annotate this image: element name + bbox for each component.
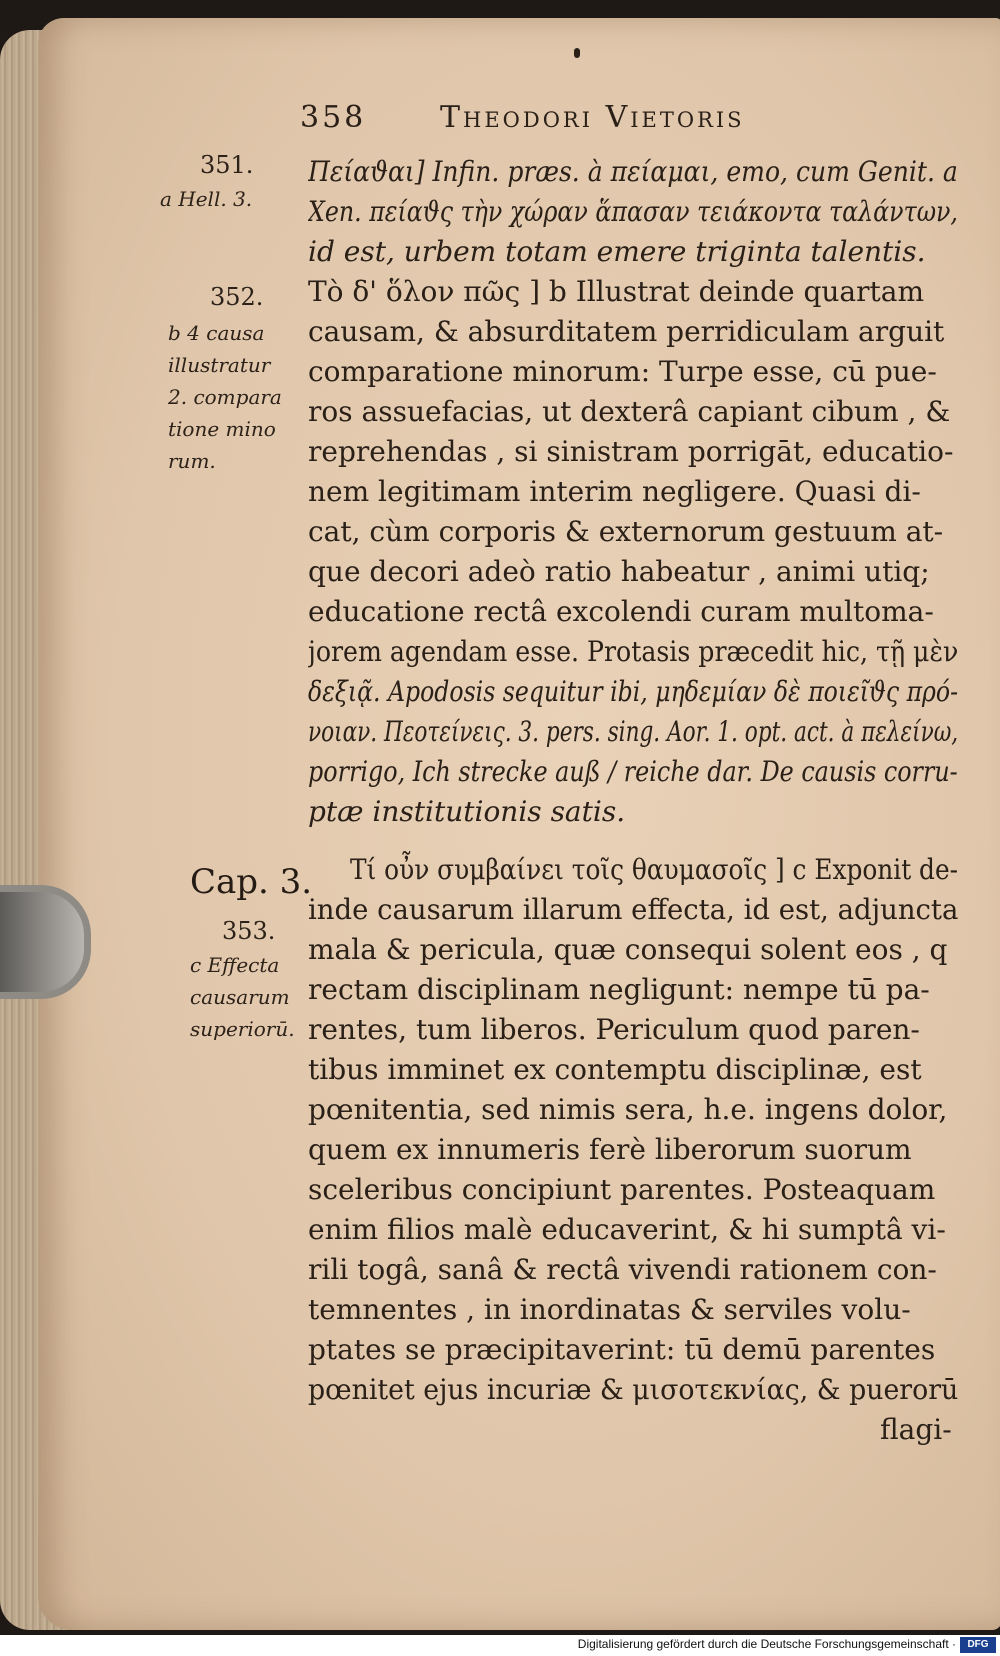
- text-line: nem legitimam interim negligere. Quasi di-: [308, 475, 921, 508]
- text-line: ptæ institutionis satis.: [308, 795, 626, 828]
- ink-dot: [574, 48, 580, 58]
- text-line: inde causarum illarum effecta, id est, adjuncta: [308, 893, 958, 926]
- text-line: pœnitentia, sed nimis sera, h.e. ingens dolor,: [308, 1093, 948, 1126]
- text-line: Xen. πείαϑς τὴν χώραν ἅπασαν τειάκοντα ταλάντων,: [308, 195, 958, 228]
- margin-note-351: a Hell. 3.: [160, 187, 253, 211]
- text-line: mala & pericula, quæ consequi solent eos , q: [308, 933, 948, 966]
- text-line: causam, & absurditatem perridiculam arguit: [308, 315, 945, 348]
- margin-note-352-line: tione mino: [168, 417, 276, 441]
- text-line: Τὸ δ' ὅλον πῶς ] b Illustrat deinde quartam: [308, 275, 924, 308]
- margin-number-351: 351.: [200, 151, 254, 179]
- text-line: Τί οὖν συμβαίνει τοῖς θαυμασοῖς ] c Exponit de-: [350, 853, 958, 886]
- text-line: νοιαν. Πɛοτείνεις. 3. pers. sing. Aor. 1. opt. act. à πɛλείνω,: [308, 715, 958, 748]
- text-line: educatione rectâ excolendi curam multoma-: [308, 595, 934, 628]
- margin-number-352: 352.: [210, 283, 264, 311]
- text-line: sceleribus concipiunt parentes. Posteaquam: [308, 1173, 936, 1206]
- footer-credit: Digitalisierung gefördert durch die Deutsche Forschungsgemeinschaft ·: [577, 1637, 956, 1651]
- text-line: porrigo, Ich strecke auß / reiche dar. De causis corru-: [308, 755, 958, 788]
- margin-number-353: 353.: [222, 917, 276, 945]
- text-line: rili togâ, sanâ & rectâ vivendi rationem con-: [308, 1253, 937, 1286]
- chapter-heading: Cap. 3.: [190, 862, 313, 902]
- text-line: reprehendas , si sinistram porrigāt, educatio-: [308, 435, 954, 468]
- catchword: flagi-: [880, 1413, 952, 1446]
- text-line: pœnitet ejus incuriæ & μισοτεκνίας, & puerorū: [308, 1373, 958, 1406]
- text-line: jorem agendam esse. Protasis præcedit hic, τῇ μὲν: [308, 635, 958, 668]
- margin-note-352-line: rum.: [168, 449, 216, 473]
- margin-note-352-line: illustratur: [168, 353, 271, 377]
- text-line: comparatione minorum: Turpe esse, cū pue-: [308, 355, 937, 388]
- text-line: ptates se præcipitaverint: tū demū parentes: [308, 1333, 936, 1366]
- text-line: rectam disciplinam negligunt: nempe tū pa-: [308, 973, 930, 1006]
- text-line: δεξιᾷ. Apodosis sequitur ibi, μηδεμίαν δὲ ποιεῖϑς πρό-: [308, 675, 958, 708]
- margin-note-353-line: superiorū.: [190, 1017, 295, 1041]
- text-line: rentes, tum liberos. Periculum quod paren-: [308, 1013, 920, 1046]
- margin-note-352-line: 2. compara: [168, 385, 282, 409]
- text-line: temnentes , in inordinatas & serviles volu-: [308, 1293, 911, 1326]
- margin-note-353-line: causarum: [190, 985, 290, 1009]
- text-line: quem ex innumeris ferè liberorum suorum: [308, 1133, 912, 1166]
- page-clip: [0, 885, 91, 999]
- text-line: Πείαϑαι] Infin. præs. à πείαμαι, emo, cum Genit. a: [308, 155, 958, 188]
- text-line: cat, cùm corporis & externorum gestuum at-: [308, 515, 944, 548]
- dfg-logo: DFG: [960, 1637, 996, 1653]
- page-header: [300, 100, 940, 150]
- margin-note-353-line: c Effecta: [190, 953, 280, 977]
- margin-note-352-line: b 4 causa: [168, 321, 265, 345]
- text-line: enim filios malè educaverint, & hi sumptâ vi-: [308, 1213, 946, 1246]
- page-number: 358: [300, 100, 367, 135]
- text-line: id est, urbem totam emere triginta talentis.: [308, 235, 926, 268]
- text-line: que decori adeò ratio habeatur , animi utiq;: [308, 555, 930, 588]
- digitization-footer: [0, 1635, 1000, 1656]
- running-title: Theodori Vietoris: [440, 100, 745, 135]
- text-line: tibus imminet ex contemptu disciplinæ, est: [308, 1053, 922, 1086]
- text-line: ros assuefacias, ut dexterâ capiant cibum , &: [308, 395, 951, 428]
